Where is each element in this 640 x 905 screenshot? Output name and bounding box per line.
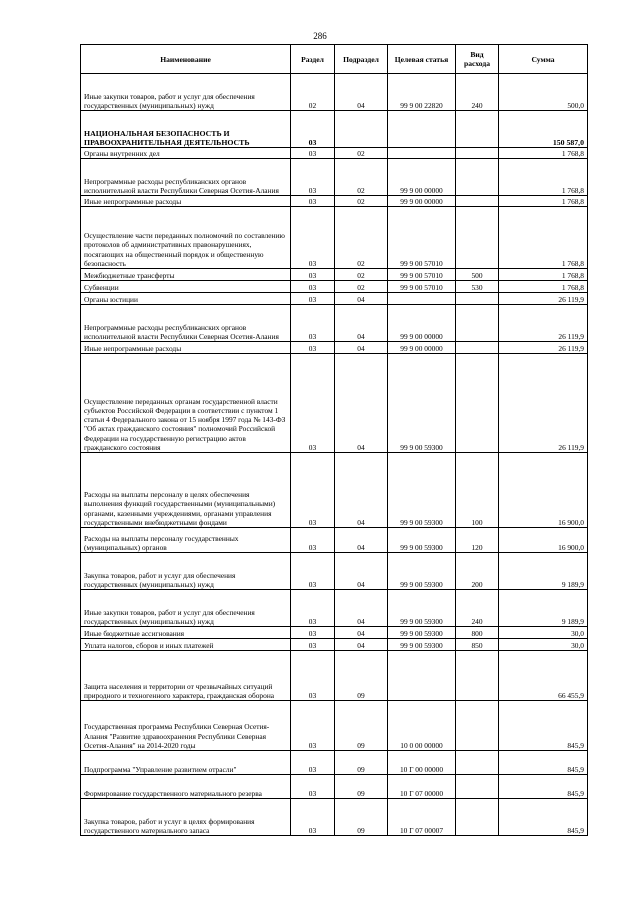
table-row — [81, 627, 588, 639]
cell-subsection: 02 — [335, 196, 388, 207]
cell-section: 02 — [291, 74, 335, 111]
cell-section: 03 — [291, 207, 335, 269]
table-row — [81, 342, 588, 354]
header-target: Целевая статья — [388, 45, 456, 74]
cell-subsection: 04 — [335, 627, 388, 639]
cell-section: 03 — [291, 111, 335, 148]
table-row — [81, 651, 588, 701]
table-row — [81, 528, 588, 553]
cell-sum: 9 189,9 — [499, 553, 588, 590]
cell-type: 200 — [456, 553, 499, 590]
cell-name: Иные непрограммные расходы — [81, 196, 291, 207]
cell-subsection: 02 — [335, 207, 388, 269]
cell-subsection: 09 — [335, 775, 388, 799]
cell-subsection: 09 — [335, 751, 388, 775]
header-section: Раздел — [291, 45, 335, 74]
cell-section: 03 — [291, 590, 335, 627]
table-row — [81, 281, 588, 293]
budget-table — [80, 44, 588, 836]
cell-type — [456, 305, 499, 342]
header-type: Вид расхода — [456, 45, 499, 74]
cell-type — [456, 775, 499, 799]
cell-sum: 1 768,8 — [499, 207, 588, 269]
cell-target: 99 9 00 57010 — [388, 269, 456, 281]
cell-sum: 1 768,8 — [499, 269, 588, 281]
cell-sum: 26 119,9 — [499, 342, 588, 354]
cell-name: Уплата налогов, сборов и иных платежей — [81, 639, 291, 651]
cell-subsection: 02 — [335, 148, 388, 159]
cell-subsection: 09 — [335, 651, 388, 701]
cell-type — [456, 159, 499, 196]
cell-section: 03 — [291, 701, 335, 751]
cell-target: 99 9 00 59300 — [388, 453, 456, 528]
table-row — [81, 74, 588, 111]
cell-name: Расходы на выплаты персоналу в целях обеспечения выполнения функций государственными (муниципальными) органами, казенными учреждениями, органами управления государственными внебюджетными фондами — [81, 453, 291, 528]
cell-name: Защита населения и территории от чрезвычайных ситуаций природного и техногенного характера, гражданская оборона — [81, 651, 291, 701]
cell-sum: 1 768,8 — [499, 148, 588, 159]
cell-section: 03 — [291, 799, 335, 836]
table-row — [81, 590, 588, 627]
cell-sum: 30,0 — [499, 639, 588, 651]
cell-section: 03 — [291, 342, 335, 354]
cell-section: 03 — [291, 148, 335, 159]
table-row — [81, 775, 588, 799]
cell-type: 850 — [456, 639, 499, 651]
cell-type: 100 — [456, 453, 499, 528]
cell-target: 10 Г 07 00000 — [388, 775, 456, 799]
cell-name: Субвенции — [81, 281, 291, 293]
cell-subsection: 04 — [335, 293, 388, 305]
cell-subsection: 04 — [335, 305, 388, 342]
cell-target: 10 0 00 00000 — [388, 701, 456, 751]
cell-name: Межбюджетные трансферты — [81, 269, 291, 281]
cell-subsection — [335, 111, 388, 148]
table-row — [81, 553, 588, 590]
cell-section: 03 — [291, 528, 335, 553]
cell-type — [456, 799, 499, 836]
cell-type — [456, 342, 499, 354]
cell-type: 120 — [456, 528, 499, 553]
cell-sum: 26 119,9 — [499, 305, 588, 342]
table-header-row — [81, 45, 588, 74]
cell-section: 03 — [291, 775, 335, 799]
table-row — [81, 305, 588, 342]
page-number: 286 — [313, 31, 327, 41]
cell-name: Непрограммные расходы республиканских органов исполнительной власти Республики Северная Осетия-Алания — [81, 305, 291, 342]
cell-target: 99 9 00 00000 — [388, 196, 456, 207]
cell-type — [456, 651, 499, 701]
cell-type: 500 — [456, 269, 499, 281]
cell-sum: 16 900,0 — [499, 453, 588, 528]
cell-section: 03 — [291, 305, 335, 342]
cell-subsection: 02 — [335, 281, 388, 293]
cell-sum: 26 119,9 — [499, 354, 588, 453]
cell-type — [456, 148, 499, 159]
cell-sum: 1 768,8 — [499, 281, 588, 293]
cell-section: 03 — [291, 453, 335, 528]
cell-sum: 845,9 — [499, 799, 588, 836]
cell-sum: 845,9 — [499, 701, 588, 751]
cell-section: 03 — [291, 281, 335, 293]
cell-sum: 845,9 — [499, 751, 588, 775]
cell-type — [456, 751, 499, 775]
table-row — [81, 354, 588, 453]
table-row — [81, 701, 588, 751]
cell-subsection: 04 — [335, 453, 388, 528]
table-row — [81, 453, 588, 528]
cell-type — [456, 701, 499, 751]
cell-type — [456, 354, 499, 453]
table-row — [81, 196, 588, 207]
cell-target: 99 9 00 22820 — [388, 74, 456, 111]
cell-subsection: 04 — [335, 639, 388, 651]
cell-type — [456, 207, 499, 269]
cell-target — [388, 111, 456, 148]
cell-name: Закупка товаров, работ и услуг для обеспечения государственных (муниципальных) нужд — [81, 553, 291, 590]
cell-target: 99 9 00 59300 — [388, 590, 456, 627]
cell-target: 99 9 00 57010 — [388, 281, 456, 293]
cell-target: 10 Г 00 00000 — [388, 751, 456, 775]
cell-target: 99 9 00 57010 — [388, 207, 456, 269]
table-row — [81, 207, 588, 269]
cell-target: 99 9 00 59300 — [388, 528, 456, 553]
cell-section: 03 — [291, 751, 335, 775]
cell-name: Осуществление переданных органам государственной власти субъектов Российской Федерации в соответствии с пунктом 1 статьи 4 Федерального закона от 15 ноября 1997 года № 143-ФЗ "Об актах гражданского состояния" полномочий Российской Федерации на государственную регистрацию актов гражданского состояния — [81, 354, 291, 453]
table-row — [81, 799, 588, 836]
cell-type — [456, 293, 499, 305]
cell-subsection: 04 — [335, 590, 388, 627]
cell-subsection: 04 — [335, 342, 388, 354]
cell-name: Осуществление части переданных полномочий по составлению протоколов об административных правонарушениях, посягающих на общественный порядок и общественную безопасность — [81, 207, 291, 269]
header-name: Наименование — [81, 45, 291, 74]
cell-sum: 16 900,0 — [499, 528, 588, 553]
cell-type — [456, 111, 499, 148]
table-row — [81, 293, 588, 305]
cell-type: 240 — [456, 74, 499, 111]
cell-sum: 1 768,8 — [499, 159, 588, 196]
cell-subsection: 04 — [335, 528, 388, 553]
cell-type: 800 — [456, 627, 499, 639]
cell-sum: 66 455,9 — [499, 651, 588, 701]
cell-target: 10 Г 07 00007 — [388, 799, 456, 836]
cell-target: 99 9 00 00000 — [388, 159, 456, 196]
table-row — [81, 111, 588, 148]
cell-section: 03 — [291, 293, 335, 305]
header-sum: Сумма — [499, 45, 588, 74]
cell-subsection: 04 — [335, 74, 388, 111]
cell-name: Расходы на выплаты персоналу государственных (муниципальных) органов — [81, 528, 291, 553]
cell-section: 03 — [291, 269, 335, 281]
cell-section: 03 — [291, 196, 335, 207]
cell-name: Иные бюджетные ассигнования — [81, 627, 291, 639]
cell-type: 530 — [456, 281, 499, 293]
cell-target: 99 9 00 00000 — [388, 305, 456, 342]
cell-section: 03 — [291, 651, 335, 701]
cell-name: НАЦИОНАЛЬНАЯ БЕЗОПАСНОСТЬ И ПРАВООХРАНИТЕЛЬНАЯ ДЕЯТЕЛЬНОСТЬ — [81, 111, 291, 148]
header-subsection: Подраздел — [335, 45, 388, 74]
table-row — [81, 751, 588, 775]
cell-target: 99 9 00 59300 — [388, 627, 456, 639]
cell-type — [456, 196, 499, 207]
cell-subsection: 04 — [335, 354, 388, 453]
cell-sum: 845,9 — [499, 775, 588, 799]
cell-name: Иные закупки товаров, работ и услуг для обеспечения государственных (муниципальных) нужд — [81, 590, 291, 627]
cell-section: 03 — [291, 159, 335, 196]
cell-name: Органы внутренних дел — [81, 148, 291, 159]
cell-name: Органы юстиции — [81, 293, 291, 305]
table-row — [81, 639, 588, 651]
cell-section: 03 — [291, 627, 335, 639]
cell-sum: 1 768,8 — [499, 196, 588, 207]
cell-name: Иные непрограммные расходы — [81, 342, 291, 354]
cell-target: 99 9 00 00000 — [388, 342, 456, 354]
cell-target — [388, 293, 456, 305]
cell-name: Иные закупки товаров, работ и услуг для обеспечения государственных (муниципальных) нужд — [81, 74, 291, 111]
cell-target: 99 9 00 59300 — [388, 354, 456, 453]
cell-subsection: 04 — [335, 553, 388, 590]
cell-section: 03 — [291, 354, 335, 453]
table-row — [81, 148, 588, 159]
cell-sum: 500,0 — [499, 74, 588, 111]
cell-name: Непрограммные расходы республиканских органов исполнительной власти Республики Северная Осетия-Алания — [81, 159, 291, 196]
cell-sum: 26 119,9 — [499, 293, 588, 305]
cell-section: 03 — [291, 639, 335, 651]
cell-name: Государственная программа Республики Северная Осетия-Алания "Развитие здравоохранения Республики Северная Осетия-Алания" на 2014-2020 годы — [81, 701, 291, 751]
cell-target — [388, 651, 456, 701]
table-row — [81, 269, 588, 281]
cell-type: 240 — [456, 590, 499, 627]
cell-section: 03 — [291, 553, 335, 590]
cell-name: Формирование государственного материального резерва — [81, 775, 291, 799]
table-row — [81, 159, 588, 196]
cell-subsection: 09 — [335, 799, 388, 836]
cell-subsection: 09 — [335, 701, 388, 751]
cell-sum: 150 587,0 — [499, 111, 588, 148]
cell-sum: 30,0 — [499, 627, 588, 639]
cell-subsection: 02 — [335, 269, 388, 281]
cell-sum: 9 189,9 — [499, 590, 588, 627]
cell-name: Закупка товаров, работ и услуг в целях формирования государственного материального запаса — [81, 799, 291, 836]
cell-name: Подпрограмма "Управление развитием отрасли" — [81, 751, 291, 775]
cell-target — [388, 148, 456, 159]
cell-target: 99 9 00 59300 — [388, 639, 456, 651]
cell-target: 99 9 00 59300 — [388, 553, 456, 590]
cell-subsection: 02 — [335, 159, 388, 196]
